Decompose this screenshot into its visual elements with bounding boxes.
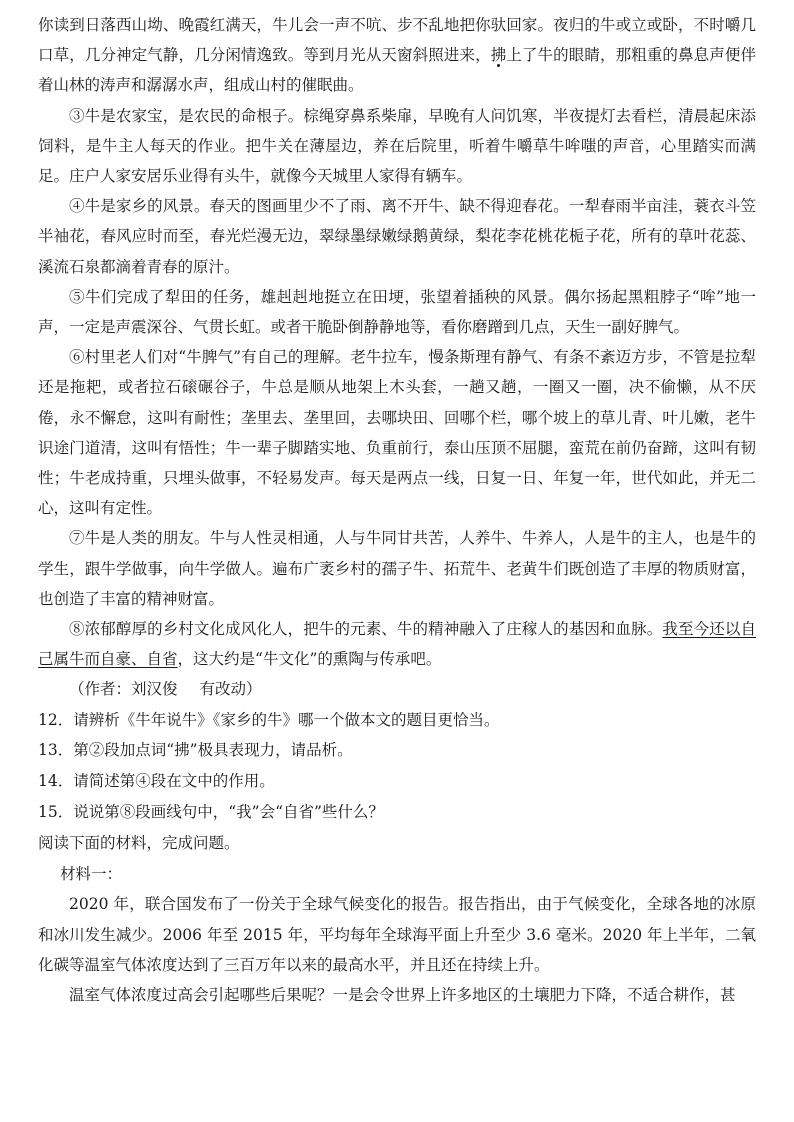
document-page [38,10,756,1010]
paragraph-7: ⑦牛是人类的朋友。牛与人性灵相通，人与牛同甘共苦，人养牛、牛养人，人是牛的主人，也是牛的学生，跟牛学做事，向牛学做人。遍布广袤乡村的孺子牛、拓荒牛、老黄牛们既创造了丰厚的物质财富，也创造了丰富的精神财富。 [38,529,756,608]
paragraph-8: ⑧浓郁醇厚的乡村文化成风化人，把牛的元素、牛的精神融入了庄稼人的基因和血脉。我至今还以自己属牛而自豪、自省，这大约是“牛文化”的熏陶与传承吧。 [38,620,756,669]
paragraph-6: ⑥村里老人们对“牛脾气”有自己的理解。老牛拉车，慢条斯理有静气、有条不紊迈方步，不管是拉犁还是拖耙，或者拉石磙碾谷子，牛总是顺从地架上木头套，一趟又趟，一圈又一圈，决不偷懒，从不厌倦，永不懈怠，这叫有耐性；垄里去、垄里回，去哪块田、回哪个栏，哪个坡上的草儿青、叶儿嫩，老牛识途门道清，这叫有悟性；牛一辈子脚踏实地、负重前行，泰山压顶不屈腿，蛮荒在前仍奋蹄，这叫有韧性；牛老成持重，只埋头做事，不轻易发声。每天是两点一线，日复一日、年复一年，世代如此，并无二心，这叫有定性。 [38,348,756,518]
material-1-paragraph-2: 温室气体浓度过高会引起哪些后果呢？一是会令世界上许多地区的土壤肥力下降，不适合耕作，甚 [69,986,736,1005]
question-14: 14．请简述第④段在文中的作用。 [38,772,275,791]
underlined-sentence: 我至今还以自己属牛而自豪、自省 [38,620,756,669]
question-12: 12．请辨析《牛年说牛》《家乡的牛》哪一个做本文的题目更恰当。 [38,710,500,729]
paragraph-2-continuation: 你读到日落西山坳、晚霞红满天，牛儿会一声不吭、步不乱地把你驮回家。夜归的牛或立或卧，不时嚼几口草，几分神定气静，几分闲情逸致。等到月光从天窗斜照进来，拂上了牛的眼睛，那粗重的鼻息声便伴着山林的涛声和潺潺水声，组成山村的催眠曲。 [38,16,756,95]
question-15: 15．说说第⑧段画线句中，“我”会“自省”些什么？ [38,803,384,822]
paragraph-4: ④牛是家乡的风景。春天的图画里少不了雨、离不开牛、缺不得迎春花。一犁春雨半亩洼，蓑衣斗笠半袖花，春风应时而至，春光烂漫无边，翠绿墨绿嫩绿鹅黄绿，梨花李花桃花栀子花，所有的草叶花蕊、溪流石泉都滴着青春的原汁。 [38,197,756,276]
question-13: 13．第②段加点词“拂”极具表现力，请品析。 [38,741,353,760]
material-label: 材料一： [60,864,123,883]
reading-instruction: 阅读下面的材料，完成问题。 [38,833,240,852]
paragraph-3: ③牛是农家宝，是农民的命根子。棕绳穿鼻系柴扉，早晚有人问饥寒，半夜提灯去看栏，清晨起床添饲料，是牛主人每天的作业。把牛关在薄屋边，养在后院里，听着牛嚼草牛哞嗤的声音，心里踏实而满足。庄户人家安居乐业得有头牛，就像今天城里人家得有辆车。 [38,106,756,186]
paragraph-5: ⑤牛们完成了犁田的任务，雄赳赳地挺立在田埂，张望着插秧的风景。偶尔扬起黑粗脖子“哞”地一声，一定是声震深谷、气贯长虹。或者干脆卧倒静静地等，看你磨蹭到几点，天生一副好脾气。 [38,287,756,337]
author-line: （作者：刘汉俊 有改动） [69,680,262,699]
emphasis-dotted-word: 拂 [490,46,507,65]
material-1-paragraph-1: 2020 年，联合国发布了一份关于全球气候变化的报告。报告指出，由于气候变化，全球各地的冰原和冰川发生减少。2006 年至 2015 年，平均每年全球海平面上升至少 3.6 毫米。2020 年上半年，二氧化碳等温室气体浓度达到了三百万年以来的最高水平，并且还在持续上升。 [38,895,756,974]
